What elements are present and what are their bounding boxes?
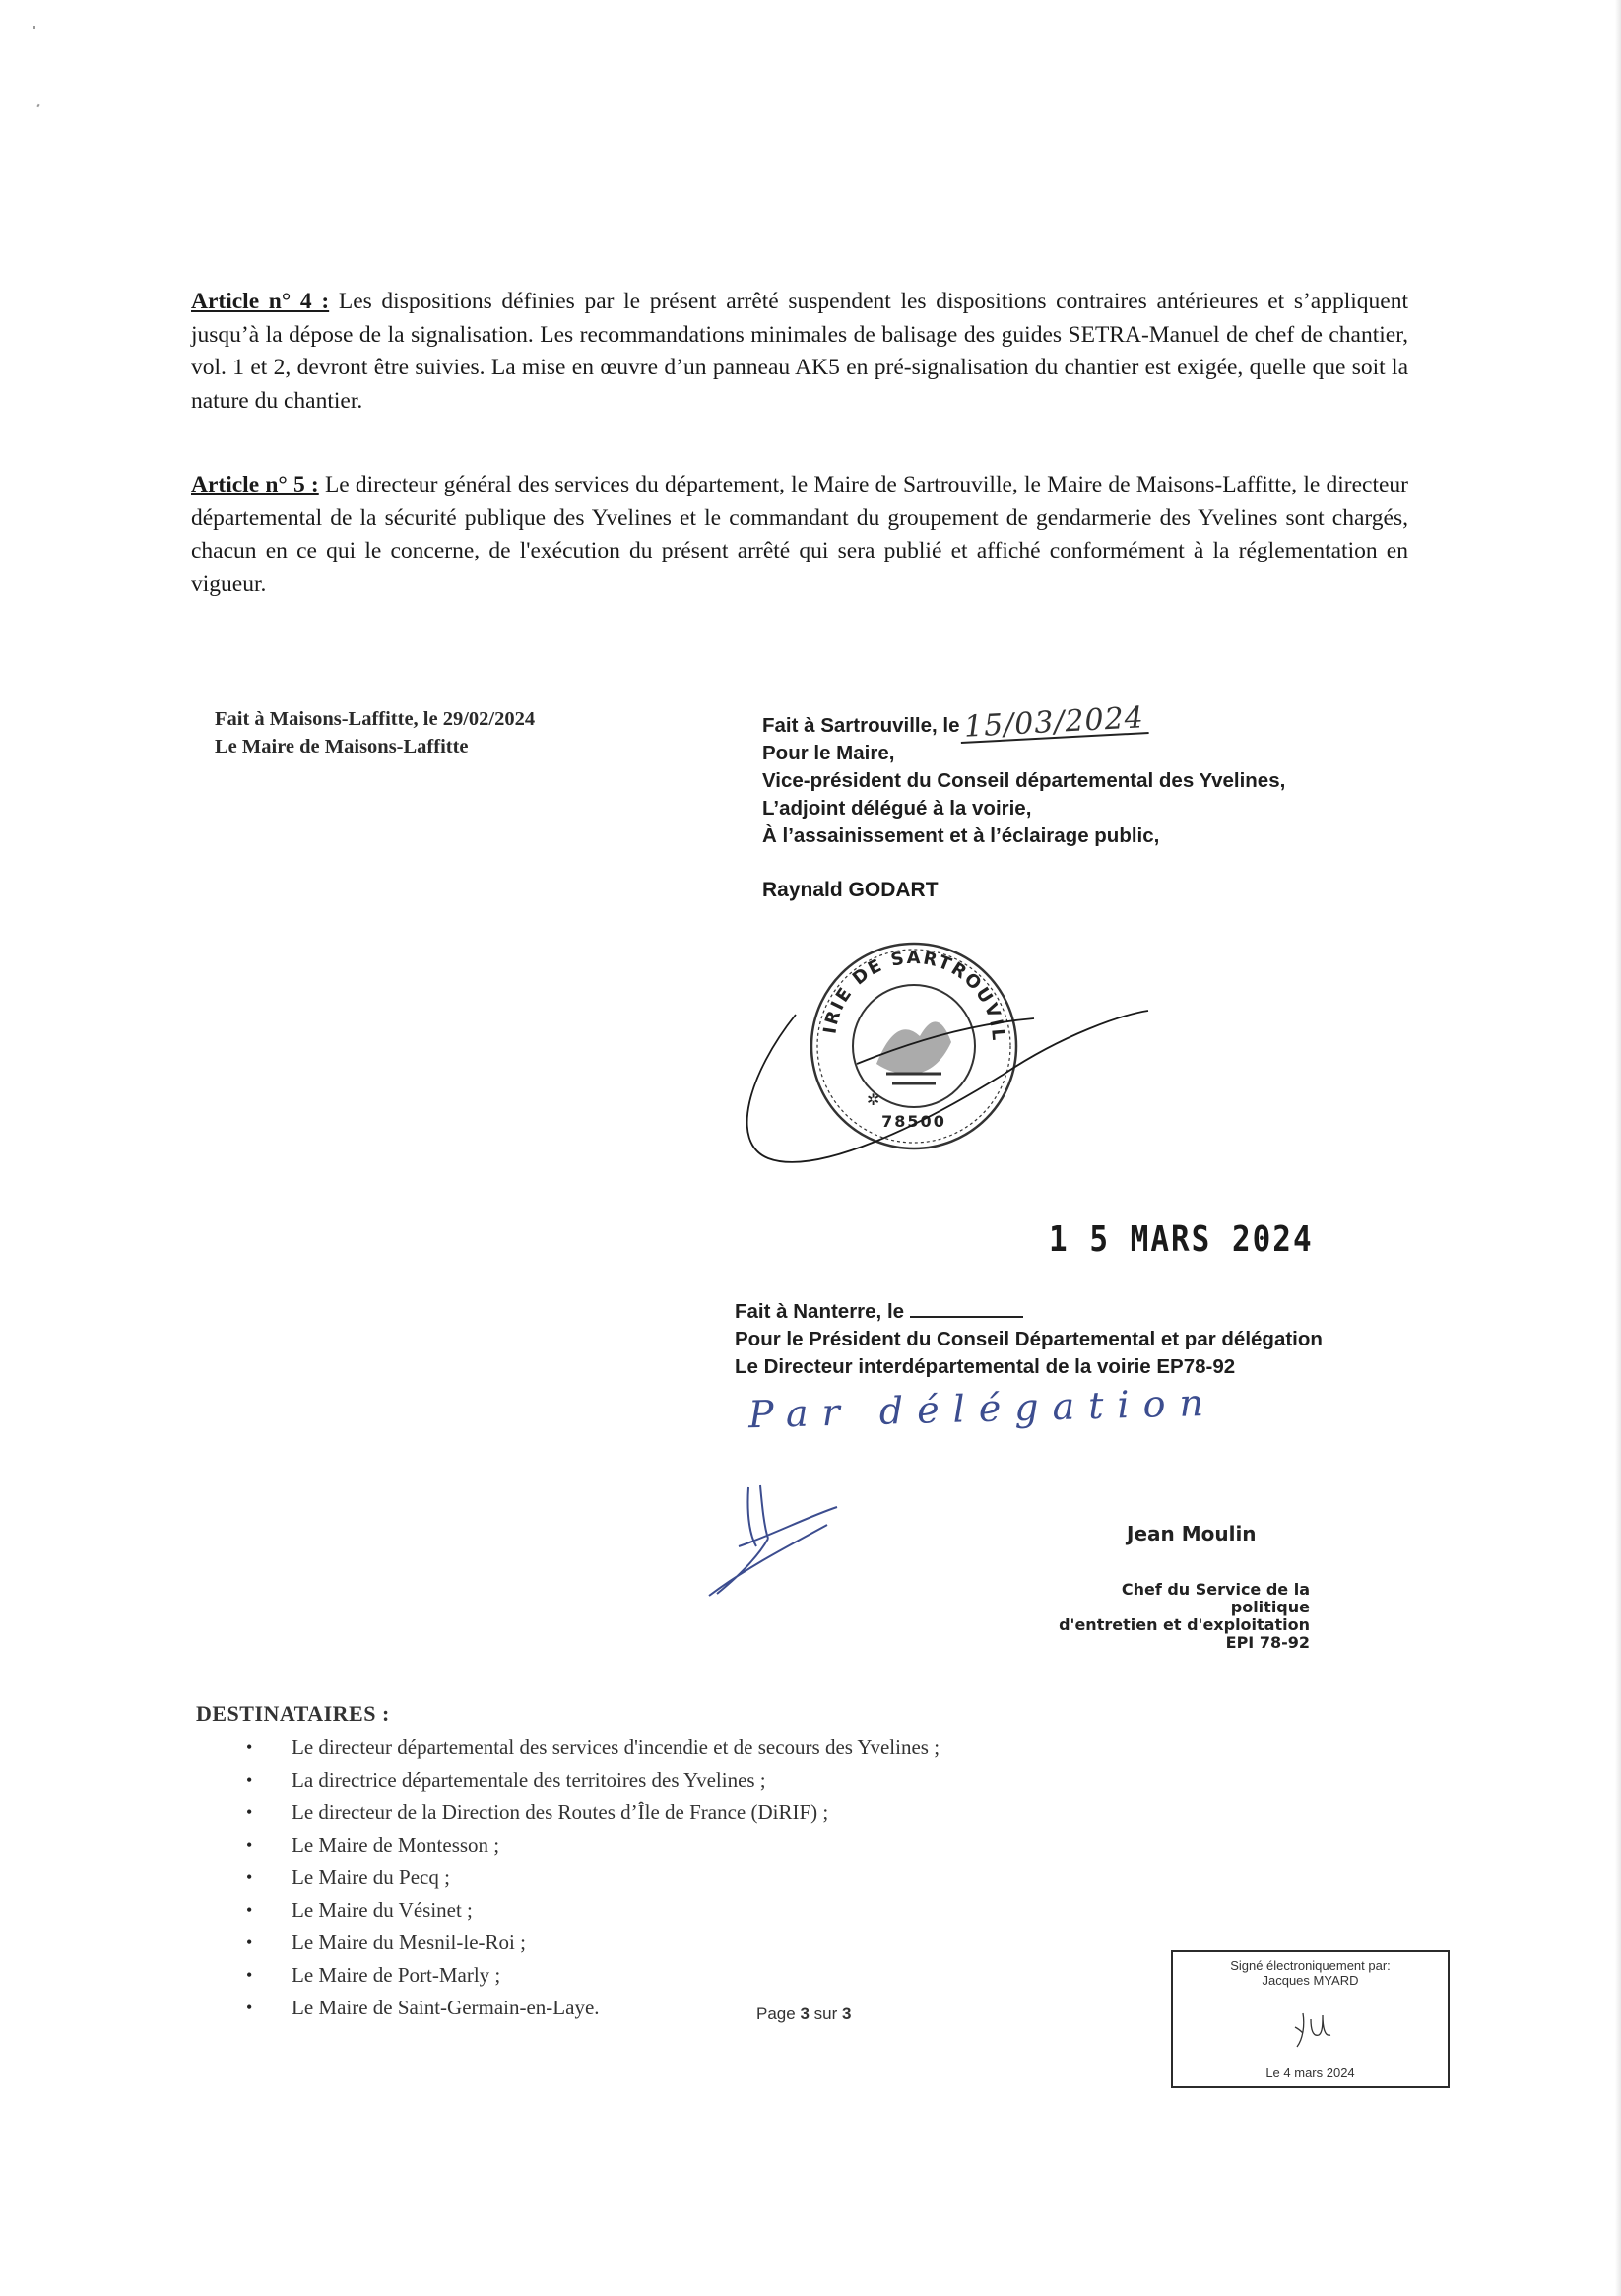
scan-speck	[33, 26, 35, 29]
article-5	[191, 469, 1408, 601]
bullet-icon: •	[246, 1900, 253, 1920]
sartrouville-line-5: À l’assainissement et à l’éclairage public,	[762, 824, 1160, 847]
scan-edge	[1615, 0, 1621, 2296]
destinataire-text: Le Maire du Mesnil-le-Roi ;	[292, 1931, 526, 1954]
nanterre-date-line	[735, 1298, 1323, 1326]
destinataire-item	[246, 1797, 940, 1829]
destinataire-text: Le Maire de Montesson ;	[292, 1833, 500, 1857]
sartrouville-line-3: Vice-président du Conseil départemental des Yvelines,	[762, 769, 1286, 792]
sartrouville-line-2: Pour le Maire,	[762, 742, 895, 764]
destinataire-text: Le directeur départemental des services d'incendie et de secours des Yvelines ;	[292, 1736, 940, 1759]
moulin-title-line-3: EPI 78-92	[1225, 1633, 1310, 1652]
destinataire-text: Le Maire de Port-Marly ;	[292, 1963, 501, 1987]
moulin-signature	[699, 1477, 857, 1606]
destinataire-text: Le Maire du Pecq ;	[292, 1866, 450, 1889]
article-5-text: Le directeur général des services du département, le Maire de Sartrouville, le Maire de Maisons-Laffitte, le directeur départemental de la sécurité publique des Yvelines et le commandant du groupement de gendarmerie des Yvelines sont chargés, chacun en ce qui le concerne, de l'exécution du présent arrêté qui sera publié et affiché conformément à la réglementation en vigueur.	[191, 472, 1408, 597]
destinataire-text: Le Maire de Saint-Germain-en-Laye.	[292, 1996, 600, 2019]
bullet-icon: •	[246, 1868, 253, 1887]
bullet-icon: •	[246, 1965, 253, 1985]
sartrouville-handwritten-date: 15/03/2024	[959, 704, 1148, 744]
nanterre-fait-label: Fait à Nanterre, le	[735, 1300, 905, 1323]
page-total: 3	[842, 2004, 852, 2023]
destinataire-text: Le Maire du Vésinet ;	[292, 1898, 473, 1922]
bullet-icon: •	[246, 1770, 253, 1790]
moulin-title-block	[1044, 1581, 1310, 1652]
moulin-title-line-1: Chef du Service de la politique	[1121, 1580, 1310, 1616]
destinataire-item	[246, 1732, 940, 1764]
destinataire-item	[246, 1764, 940, 1797]
svg-text:MAIRIE DE SARTROUVILLE	[699, 910, 1008, 1043]
svg-text:✲: ✲	[867, 1090, 880, 1109]
esign-signer: Jacques MYARD	[1262, 1973, 1359, 1988]
page-current: 3	[800, 2004, 810, 2023]
seal-text-bottom: 78500	[881, 1112, 946, 1131]
nanterre-signature-block	[735, 1298, 1323, 1381]
bullet-icon: •	[246, 1738, 253, 1757]
sartrouville-signature-block	[762, 700, 1286, 850]
moulin-title-line-2: d'entretien et d'exploitation	[1059, 1615, 1310, 1634]
esign-date: Le 4 mars 2024	[1265, 2066, 1355, 2080]
article-4-heading: Article n° 4 :	[191, 289, 330, 314]
sartrouville-signatory-name: Raynald GODART	[762, 879, 939, 901]
destinataire-text: La directrice départementale des territoires des Yvelines ;	[292, 1768, 766, 1792]
handwritten-par-delegation: Par délégation	[747, 1380, 1218, 1437]
sartrouville-signature-stroke	[747, 1011, 1148, 1162]
page-label: Page	[756, 2004, 796, 2023]
seal-text-top: MAIRIE DE SARTROUVILLE	[699, 910, 1009, 1043]
sartrouville-line-4: L’adjoint délégué à la voirie,	[762, 797, 1032, 820]
maisons-laffitte-mayor-line: Le Maire de Maisons-Laffitte	[215, 736, 469, 757]
destinataire-item	[246, 1959, 940, 1992]
bullet-icon: •	[246, 1803, 253, 1822]
moulin-name: Jean Moulin	[1127, 1522, 1257, 1545]
sartrouville-fait-label: Fait à Sartrouville, le	[762, 714, 960, 737]
destinataire-item	[246, 1862, 940, 1894]
destinataire-text: Le directeur de la Direction des Routes d’Île de France (DiRIF) ;	[292, 1801, 829, 1824]
destinataire-item	[246, 1927, 940, 1959]
esign-line-1: Signé électroniquement par:	[1230, 1958, 1391, 1973]
nanterre-date-blank	[910, 1298, 1023, 1318]
article-4	[191, 286, 1408, 418]
sartrouville-seal-and-signature	[699, 910, 1162, 1182]
bullet-icon: •	[246, 1835, 253, 1855]
page-number	[756, 2004, 851, 2024]
maisons-laffitte-signature-block	[215, 705, 535, 760]
nanterre-line-2: Pour le Président du Conseil Départemental et par délégation	[735, 1328, 1323, 1350]
maisons-laffitte-date-line: Fait à Maisons-Laffitte, le 29/02/2024	[215, 708, 536, 730]
nanterre-line-3: Le Directeur interdépartemental de la voirie EP78-92	[735, 1355, 1236, 1378]
esign-signature	[1289, 2005, 1338, 2055]
destinataires-list	[246, 1732, 940, 2024]
scan-speck	[36, 104, 39, 108]
bullet-icon: •	[246, 1933, 253, 1952]
destinataire-item	[246, 1829, 940, 1862]
electronic-signature-box	[1171, 1950, 1450, 2088]
article-4-text: Les dispositions définies par le présent arrêté suspendent les dispositions contraires antérieures et s’appliquent jusqu’à la dépose de la signalisation. Les recommandations minimales de balisage des guides SETRA-Manuel de chef de chantier, vol. 1 et 2, devront être suivies. La mise en œuvre d’un panneau AK5 en pré-signalisation du chantier est exigée, quelle que soit la nature du chantier.	[191, 289, 1409, 414]
page-sep: sur	[813, 2004, 838, 2023]
bullet-icon: •	[246, 1998, 253, 2017]
sartrouville-date-line	[762, 700, 1285, 745]
destinataire-item	[246, 1894, 940, 1927]
article-5-heading: Article n° 5 :	[191, 472, 319, 497]
reception-date-stamp: 1 5 MARS 2024	[1049, 1219, 1314, 1261]
destinataires-title: DESTINATAIRES :	[196, 1701, 390, 1726]
